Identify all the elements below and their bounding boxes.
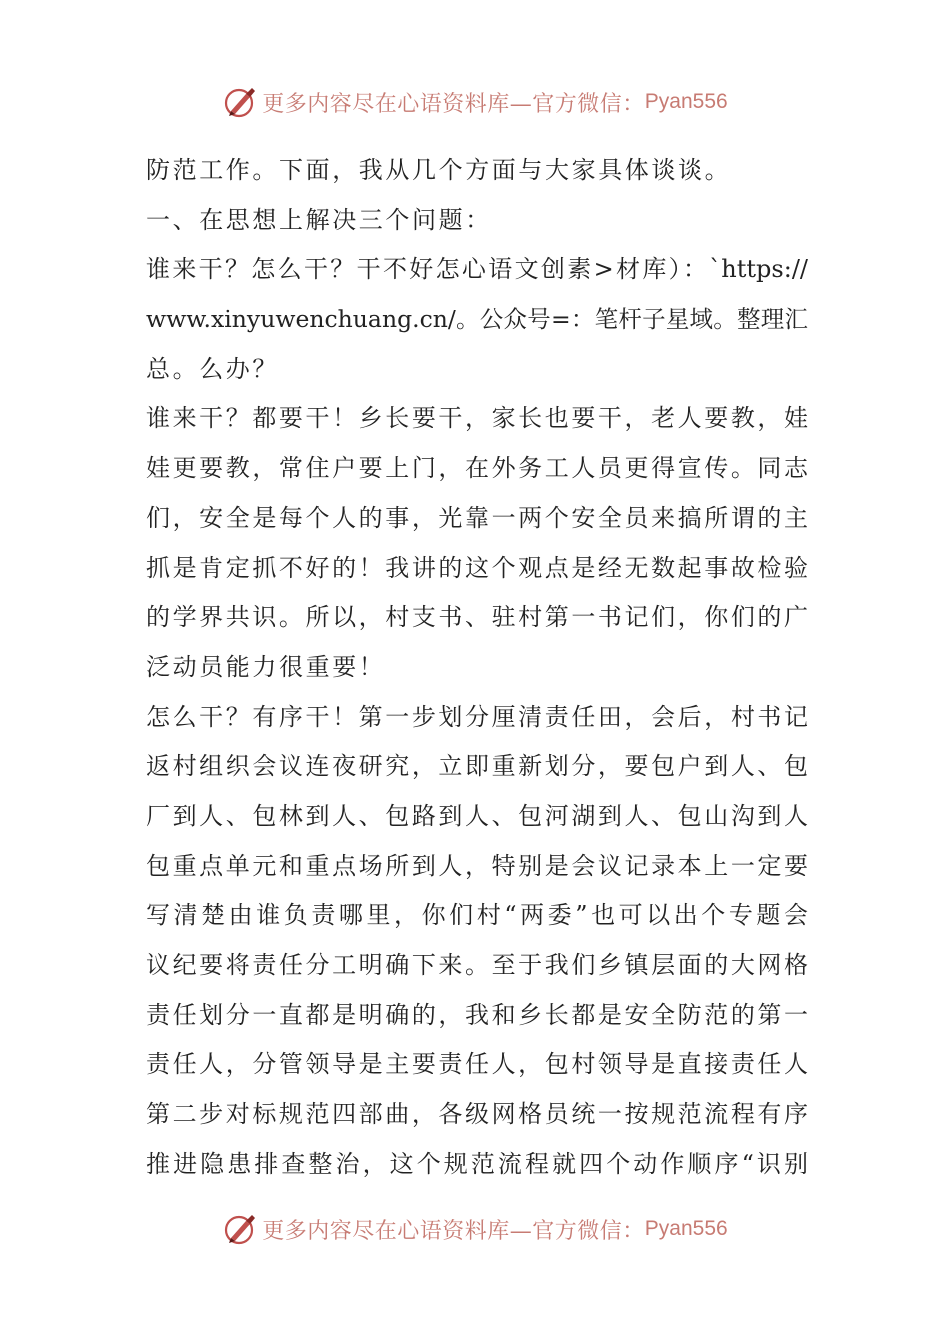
watermark-text: 更多内容尽在心语资料库—官方微信： — [262, 1218, 645, 1244]
text-line: 推进隐患排查整治，这个规范流程就四个动作顺序“识别 — [146, 1149, 808, 1178]
watermark-wechat-id: Pyan556 — [644, 90, 728, 113]
text-line: 总。么办？ — [146, 354, 279, 383]
text-line: 谁来干？都要干！乡长要干，家长也要干，老人要教，娃 — [146, 404, 808, 433]
text-line: 泛动员能力很重要！ — [146, 652, 386, 681]
text-line: 第二步对标规范四部曲，各级网格员统一按规范流程有序 — [146, 1100, 808, 1129]
footer-watermark — [0, 1207, 950, 1251]
text-line: 返村组织会议连夜研究，立即重新划分，要包户到人、包 — [146, 752, 808, 781]
text-line: 写清楚由谁负责哪里，你们村“两委”也可以出个专题会 — [146, 901, 808, 930]
text-line: 抓是肯定抓不好的！我讲的这个观点是经无数起事故检验 — [146, 553, 808, 582]
text-line: 怎么干？有序干！第一步划分厘清责任田，会后，村书记 — [146, 702, 808, 731]
pen-logo-icon — [222, 84, 258, 120]
text-line: 的学界共识。所以，村支书、驻村第一书记们，你们的广 — [146, 603, 808, 632]
pen-logo-icon — [222, 1211, 258, 1247]
watermark-wechat-id: Pyan556 — [644, 1217, 728, 1240]
text-line: 议纪要将责任分工明确下来。至于我们乡镇层面的大网格 — [146, 951, 808, 979]
text-line: 们，安全是每个人的事，光靠一两个安全员来搞所谓的主 — [146, 503, 808, 532]
section-heading: 一、在思想上解决三个问题： — [146, 205, 492, 234]
watermark-text: 更多内容尽在心语资料库—官方微信： — [262, 91, 645, 117]
header-watermark — [0, 80, 950, 124]
text-line: 责任划分一直都是明确的，我和乡长都是安全防范的第一 — [146, 1000, 808, 1029]
text-line: 娃更要教，常住户要上门，在外务工人员更得宣传。同志 — [146, 454, 808, 483]
text-line: www.xinyuwenchuang.cn/。公众号=：笔杆子星域。整理汇 — [146, 305, 808, 334]
text-line: 谁来干？怎么干？干不好怎心语文创素>材库）：`https:// — [146, 255, 808, 284]
document-body — [146, 146, 808, 1189]
text-line: 责任人，分管领导是主要责任人，包村领导是直接责任人 — [146, 1050, 808, 1079]
text-line: 包重点单元和重点场所到人，特别是会议记录本上一定要 — [146, 851, 808, 880]
text-line: 厂到人、包林到人、包路到人、包河湖到人、包山沟到人 — [146, 801, 808, 830]
text-line: 防范工作。下面，我从几个方面与大家具体谈谈。 — [146, 156, 732, 184]
